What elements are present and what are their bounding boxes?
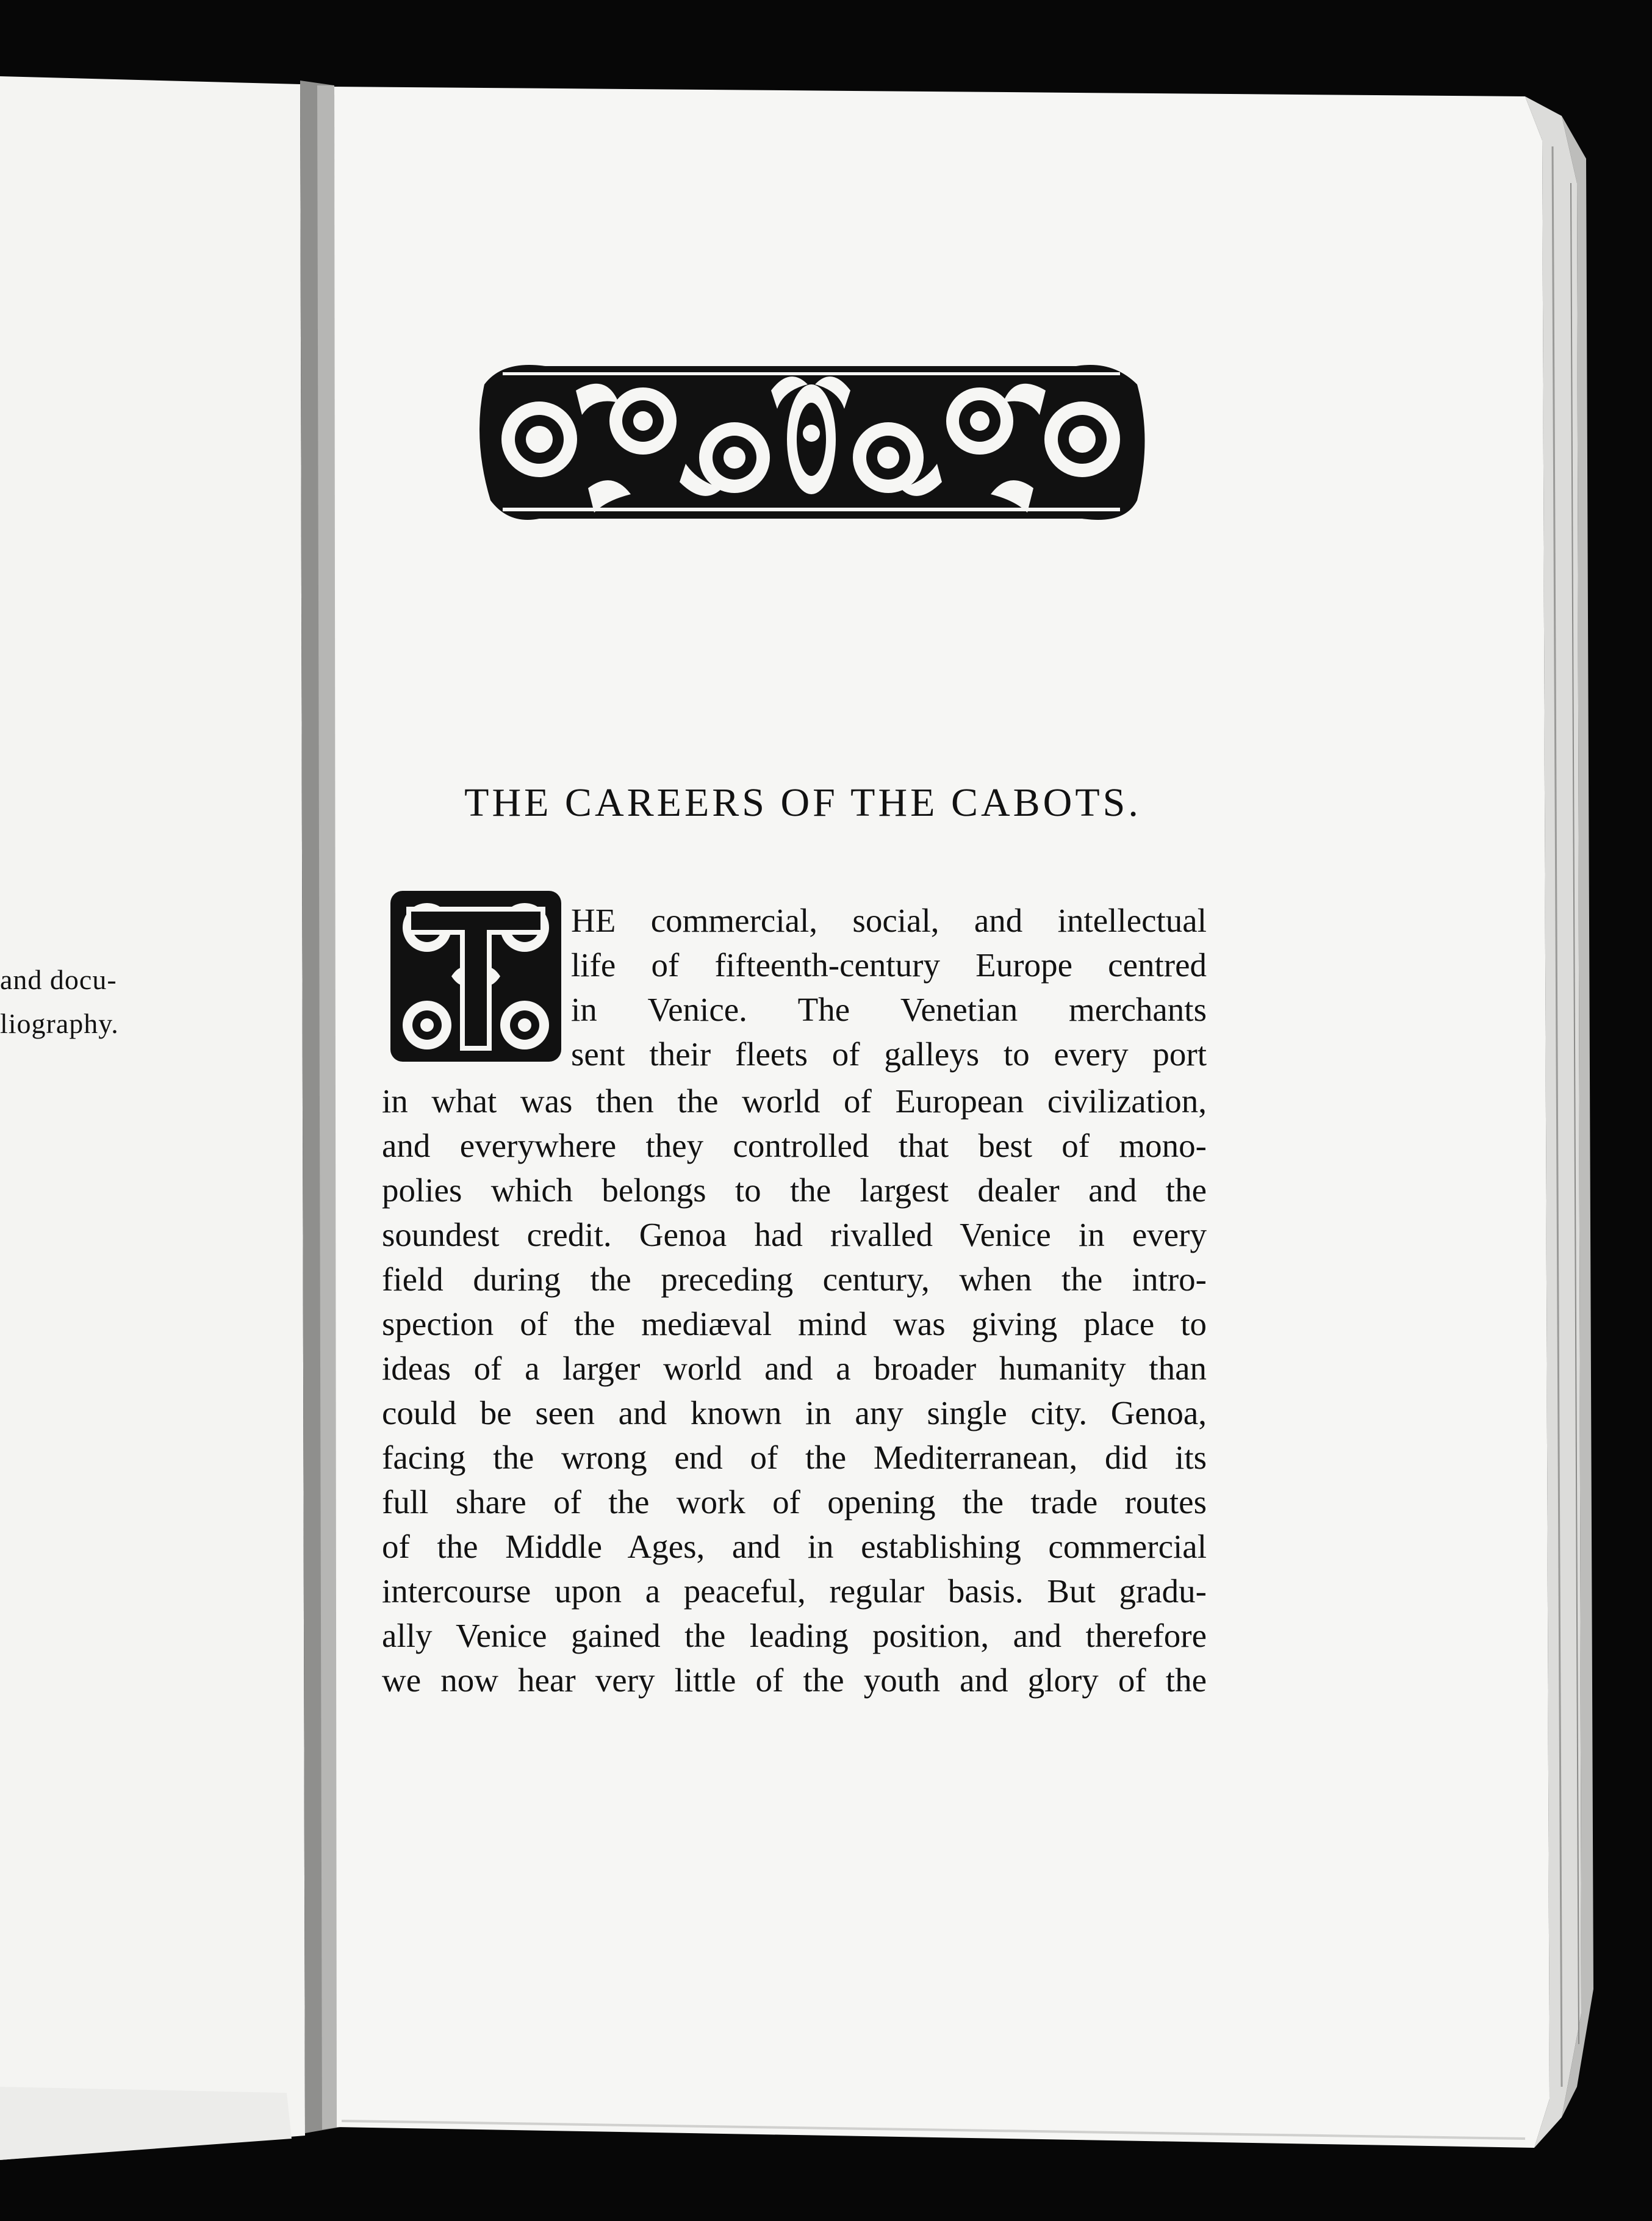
text-line: of the Middle Ages, and in establishing commercial	[382, 1528, 1207, 1565]
text-line: and everywhere they controlled that best of mono-	[382, 1127, 1207, 1164]
left-page	[0, 76, 305, 2160]
text-line: in what was then the world of European civilization,	[382, 1082, 1207, 1120]
text-line: facing the wrong end of the Mediterranean, did its	[382, 1439, 1207, 1476]
text-line: we now hear very little of the youth and glory of the	[382, 1661, 1207, 1699]
text-line: polies which belongs to the largest dealer and the	[382, 1172, 1207, 1209]
text-line: field during the preceding century, when the intro-	[382, 1261, 1207, 1298]
text-line: could be seen and known in any single city. Genoa,	[382, 1394, 1207, 1431]
text-line: HE commercial, social, and intellectual	[571, 902, 1207, 939]
text-line: full share of the work of opening the trade routes	[382, 1483, 1207, 1521]
chapter-title: THE CAREERS OF THE CABOTS.	[464, 780, 1141, 825]
initial-paragraph-lines	[571, 898, 1207, 1076]
left-page-line: and docu-	[0, 964, 117, 995]
left-page-text	[0, 958, 119, 1046]
decorative-headpiece-ornament	[466, 348, 1157, 531]
decorated-initial-t-icon	[384, 885, 567, 1068]
text-line: soundest credit. Genoa had rivalled Venice in every	[382, 1216, 1207, 1253]
text-line: ally Venice gained the leading position, and therefore	[382, 1617, 1207, 1654]
left-page-fore-edge	[0, 2087, 292, 2160]
text-line: sent their fleets of galleys to every port	[571, 1035, 1207, 1073]
text-line: in Venice. The Venetian merchants	[571, 991, 1207, 1028]
left-page-line: liography.	[0, 1008, 119, 1039]
text-line: life of fifteenth-century Europe centred	[571, 946, 1207, 984]
text-line: ideas of a larger world and a broader humanity than	[382, 1350, 1207, 1387]
body-paragraph	[382, 1079, 1207, 1702]
text-line: spection of the mediæval mind was giving place to	[382, 1305, 1207, 1342]
text-line: intercourse upon a peaceful, regular basis. But gradu-	[382, 1572, 1207, 1610]
